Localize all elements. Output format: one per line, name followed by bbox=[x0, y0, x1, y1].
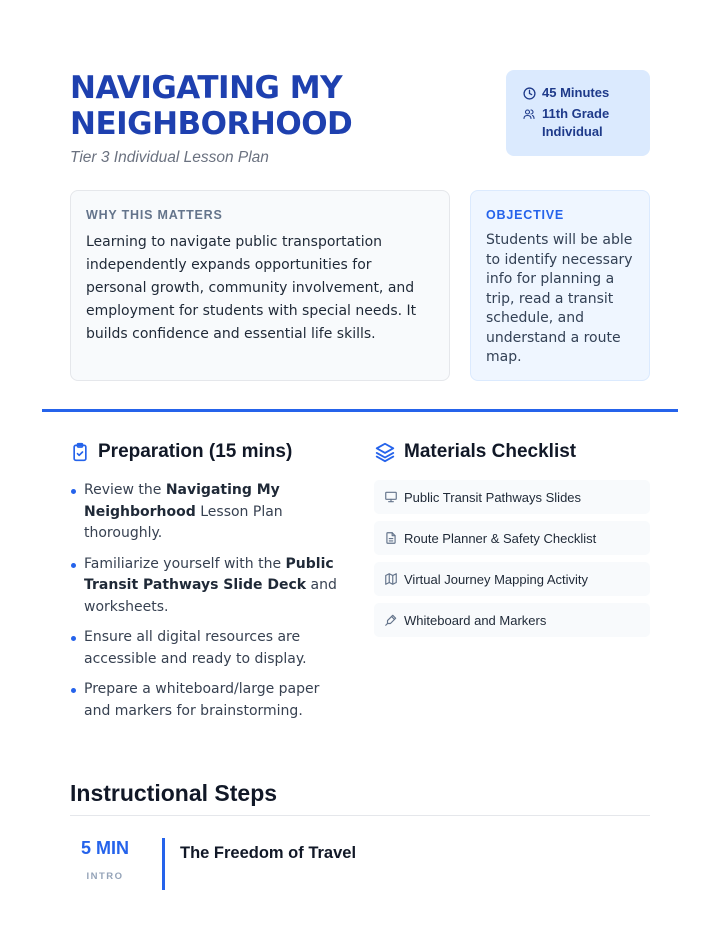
why-text: Learning to navigate public transportation independently expands opportunities for personal growth, community involvement, and employment for students with special needs. It builds confidence and essential life skills. bbox=[86, 234, 417, 342]
material-item-journey-mapping: Virtual Journey Mapping Activity bbox=[374, 562, 650, 596]
list-item: Prepare a whiteboard/large paper and markers for brainstorming. bbox=[70, 679, 350, 722]
materials-checklist bbox=[374, 480, 650, 644]
layers-icon bbox=[374, 441, 396, 463]
users-icon bbox=[520, 105, 538, 123]
lesson-meta-box bbox=[506, 70, 650, 156]
objective-text: Students will be able to identify necessary info for planning a trip, read a transit schedule, and understand a route map. bbox=[486, 232, 633, 365]
clock-icon bbox=[520, 84, 538, 102]
map-icon bbox=[383, 571, 399, 587]
preparation-list bbox=[70, 480, 350, 731]
materials-heading bbox=[374, 441, 576, 463]
grade-text: 11th Grade bbox=[542, 106, 610, 121]
objective-label: OBJECTIVE bbox=[486, 208, 565, 222]
duration-text: 45 Minutes bbox=[542, 85, 610, 100]
format-text: Individual bbox=[542, 124, 603, 139]
objective-card bbox=[470, 190, 650, 381]
step-title: The Freedom of Travel bbox=[180, 844, 357, 862]
material-item-whiteboard: Whiteboard and Markers bbox=[374, 603, 650, 637]
step-phase: INTRO bbox=[86, 871, 124, 882]
step-time bbox=[70, 838, 140, 882]
preparation-title: Preparation (15 mins) bbox=[98, 441, 293, 462]
why-label: WHY THIS MATTERS bbox=[86, 208, 223, 222]
step-accent-bar bbox=[162, 838, 165, 890]
page-title: NAVIGATING MY NEIGHBORHOOD bbox=[70, 70, 353, 142]
list-item: Familiarize yourself with the Public Transit Pathways Slide Deck and worksheets. bbox=[70, 554, 350, 619]
materials-title: Materials Checklist bbox=[404, 441, 577, 462]
step-duration: 5 MIN bbox=[80, 838, 129, 858]
why-this-matters-card bbox=[70, 190, 450, 381]
clipboard-check-icon bbox=[70, 441, 90, 463]
preparation-heading bbox=[70, 441, 292, 463]
audience-row bbox=[520, 105, 636, 141]
material-item-route-planner: Route Planner & Safety Checklist bbox=[374, 521, 650, 555]
list-item: Ensure all digital resources are accessible and ready to display. bbox=[70, 627, 350, 670]
steps-divider bbox=[70, 815, 650, 816]
step-item bbox=[70, 836, 650, 890]
material-item-slides: Public Transit Pathways Slides bbox=[374, 480, 650, 514]
section-divider bbox=[42, 409, 678, 412]
list-item: Review the Navigating My Neighborhood Lesson Plan thoroughly. bbox=[70, 480, 350, 545]
document-icon bbox=[383, 530, 399, 546]
page-subtitle: Tier 3 Individual Lesson Plan bbox=[70, 149, 269, 166]
audience-text bbox=[542, 105, 609, 141]
marker-icon bbox=[383, 612, 399, 628]
instructional-steps-title: Instructional Steps bbox=[70, 780, 278, 806]
duration-row bbox=[520, 84, 636, 102]
presentation-icon bbox=[383, 489, 399, 505]
